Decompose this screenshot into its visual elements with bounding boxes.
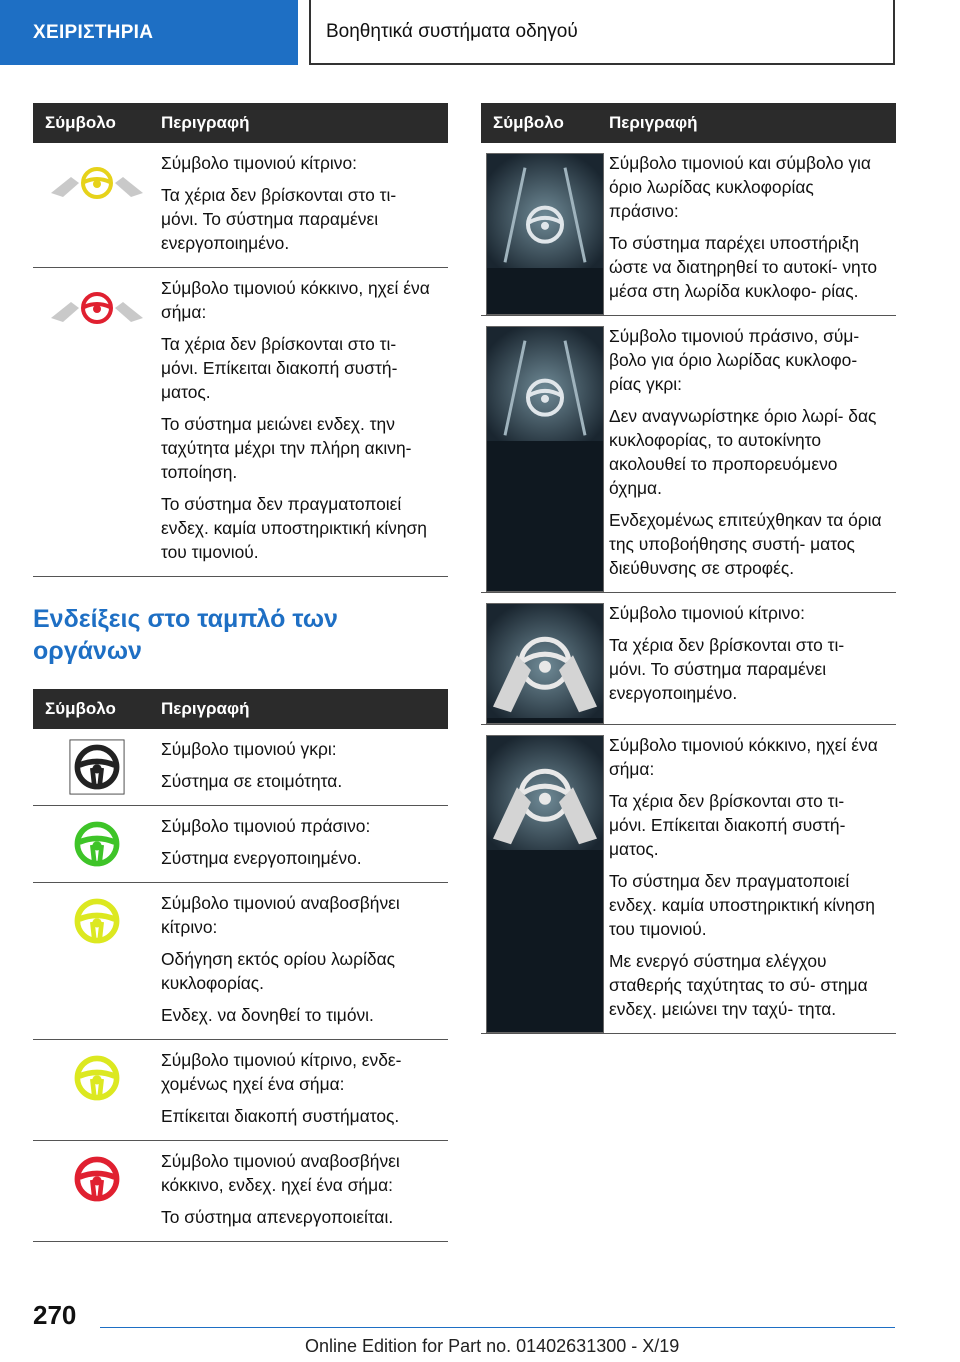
description-cell xyxy=(161,729,448,805)
lane-display-table xyxy=(481,143,896,1034)
description-paragraph: Σύμβολο τιμονιού πράσινο: xyxy=(161,816,371,836)
symbol-cell xyxy=(481,725,609,1033)
section-tab xyxy=(0,0,298,65)
lane-display-grey-wheel-icon xyxy=(486,326,604,592)
table-row xyxy=(481,725,896,1034)
description-cell xyxy=(161,268,448,576)
description-paragraph: Το σύστημα δεν πραγματοποιεί ενδεχ. καμία υποστηρικτική κίνηση του τιμονιού. xyxy=(609,871,875,939)
symbol-cell xyxy=(33,806,161,882)
table-row xyxy=(33,1040,448,1141)
symbol-cell xyxy=(33,883,161,1039)
description-paragraph: Σύμβολο τιμονιού γκρι: xyxy=(161,739,337,759)
symbol-cell xyxy=(481,316,609,592)
description-paragraph: Σύμβολο τιμονιού κίτρινο: xyxy=(161,153,357,173)
description-paragraph: Σύμβολο τιμονιού κόκκινο, ηχεί ένα σήμα: xyxy=(161,278,430,322)
table-header xyxy=(33,103,448,143)
description-paragraph: Σύμβολο τιμονιού πράσινο, σύμ- βολο για όριο λωρίδας κυκλοφο- ρίας γκρι: xyxy=(609,326,860,394)
hands-off-table xyxy=(33,143,448,577)
instrument-cluster-table xyxy=(33,729,448,1242)
footer-rule xyxy=(100,1327,895,1328)
symbol-cell xyxy=(33,1040,161,1140)
description-cell xyxy=(161,143,448,267)
description-cell xyxy=(161,806,448,882)
description-paragraph: Με ενεργό σύστημα ελέγχου σταθερής ταχύτητας το σύ- στημα ενδεχ. μειώνει την ταχύ- τητα. xyxy=(609,951,868,1019)
description-paragraph: Το σύστημα μειώνει ενδεχ. την ταχύτητα μέχρι την πλήρη ακινη- τοποίηση. xyxy=(161,414,412,482)
description-paragraph: Σύμβολο τιμονιού κίτρινο: xyxy=(609,603,805,623)
symbol-cell xyxy=(33,268,161,576)
description-cell xyxy=(161,1040,448,1140)
description-cell xyxy=(161,883,448,1039)
description-paragraph: Τα χέρια δεν βρίσκονται στο τι- μόνι. Επίκειται διακοπή συστή- ματος. xyxy=(609,791,846,859)
symbol-cell xyxy=(33,1141,161,1241)
table-row xyxy=(33,1141,448,1242)
table-row xyxy=(481,143,896,316)
description-paragraph: Το σύστημα δεν πραγματοποιεί ενδεχ. καμία υποστηρικτική κίνηση του τιμονιού. xyxy=(161,494,427,562)
symbol-header: Σύμβολο xyxy=(493,113,564,132)
table-row xyxy=(33,729,448,806)
description-paragraph: Επίκειται διακοπή συστήματος. xyxy=(161,1106,400,1126)
section-title: Ενδείξεις στο ταμπλό των οργάνων xyxy=(33,605,338,665)
description-paragraph: Σύμβολο τιμονιού κόκκινο, ηχεί ένα σήμα: xyxy=(609,735,878,779)
description-header: Περιγραφή xyxy=(609,113,698,132)
table-row xyxy=(33,883,448,1040)
table-header xyxy=(33,689,448,729)
table-row xyxy=(481,593,896,725)
table-row xyxy=(33,143,448,268)
table-row xyxy=(481,316,896,593)
description-paragraph: Τα χέρια δεν βρίσκονται στο τι- μόνι. Το σύστημα παραμένει ενεργοποιημένο. xyxy=(609,635,845,703)
description-paragraph: Ενδεχομένως επιτεύχθηκαν τα όρια της υποβοήθησης συστή- ματος διεύθυνσης σε στροφές. xyxy=(609,510,882,578)
page-title: Βοηθητικά συστήματα οδηγού xyxy=(311,0,895,65)
description-paragraph: Τα χέρια δεν βρίσκονται στο τι- μόνι. Το σύστημα παραμένει ενεργοποιημένο. xyxy=(161,185,397,253)
lane-display-green-wheel-icon xyxy=(486,153,604,315)
table-row xyxy=(33,806,448,883)
description-paragraph: Σύστημα ενεργοποιημένο. xyxy=(161,848,362,868)
left-column xyxy=(33,103,448,1242)
symbol-cell xyxy=(33,143,161,267)
description-paragraph: Τα χέρια δεν βρίσκονται στο τι- μόνι. Επίκειται διακοπή συστή- ματος. xyxy=(161,334,398,402)
description-cell xyxy=(609,316,896,592)
section-label: ΧΕΙΡΙΣΤΗΡΙΑ xyxy=(33,21,154,43)
description-paragraph: Σύμβολο τιμονιού και σύμβολο για όριο λωρίδας κυκλοφορίας πράσινο: xyxy=(609,153,871,221)
right-column xyxy=(481,103,896,1034)
description-cell xyxy=(609,143,896,315)
description-header: Περιγραφή xyxy=(161,699,250,718)
symbol-header: Σύμβολο xyxy=(45,113,116,132)
description-paragraph: Οδήγηση εκτός ορίου λωρίδας κυκλοφορίας. xyxy=(161,949,396,993)
steering-wheel-red-icon xyxy=(69,1151,125,1241)
description-paragraph: Σύστημα σε ετοιμότητα. xyxy=(161,771,343,791)
steering-wheel-green-icon xyxy=(69,816,125,882)
description-cell xyxy=(609,725,896,1033)
steering-wheel-yellow-hands-icon xyxy=(49,157,145,267)
lane-display-hands-wheel-icon xyxy=(486,603,604,724)
description-paragraph: Το σύστημα απενεργοποιείται. xyxy=(161,1207,394,1227)
steering-wheel-red-hands-icon xyxy=(49,282,145,576)
steering-wheel-grey-icon xyxy=(69,739,125,805)
page-number: 270 xyxy=(33,1300,77,1330)
symbol-cell xyxy=(481,143,609,315)
description-cell xyxy=(609,593,896,724)
description-cell xyxy=(161,1141,448,1241)
edition-text: Online Edition for Part no. 01402631300 - X/19 xyxy=(305,1336,680,1356)
description-paragraph: Ενδεχ. να δονηθεί το τιμόνι. xyxy=(161,1005,374,1025)
description-paragraph: Σύμβολο τιμονιού κίτρινο, ενδε- χομένως ηχεί ένα σήμα: xyxy=(161,1050,402,1094)
steering-wheel-yellow-icon xyxy=(69,893,125,1039)
table-row xyxy=(33,268,448,577)
description-paragraph: Σύμβολο τιμονιού αναβοσβήνει κίτρινο: xyxy=(161,893,400,937)
steering-wheel-yellow-icon xyxy=(69,1050,125,1140)
table-header xyxy=(481,103,896,143)
symbol-cell xyxy=(481,593,609,724)
description-paragraph: Σύμβολο τιμονιού αναβοσβήνει κόκκινο, ενδεχ. ηχεί ένα σήμα: xyxy=(161,1151,400,1195)
symbol-cell xyxy=(33,729,161,805)
description-paragraph: Το σύστημα παρέχει υποστήριξη ώστε να διατηρηθεί το αυτοκί- νητο μέσα στη λωρίδα κυκλοφο- ρίας. xyxy=(609,233,878,301)
symbol-header: Σύμβολο xyxy=(45,699,116,718)
description-paragraph: Δεν αναγνωρίστηκε όριο λωρί- δας κυκλοφορίας, το αυτοκίνητο ακολουθεί το προπορευόμενο όχημα. xyxy=(609,406,877,498)
lane-display-hands-wheel-icon xyxy=(486,735,604,1033)
description-header: Περιγραφή xyxy=(161,113,250,132)
